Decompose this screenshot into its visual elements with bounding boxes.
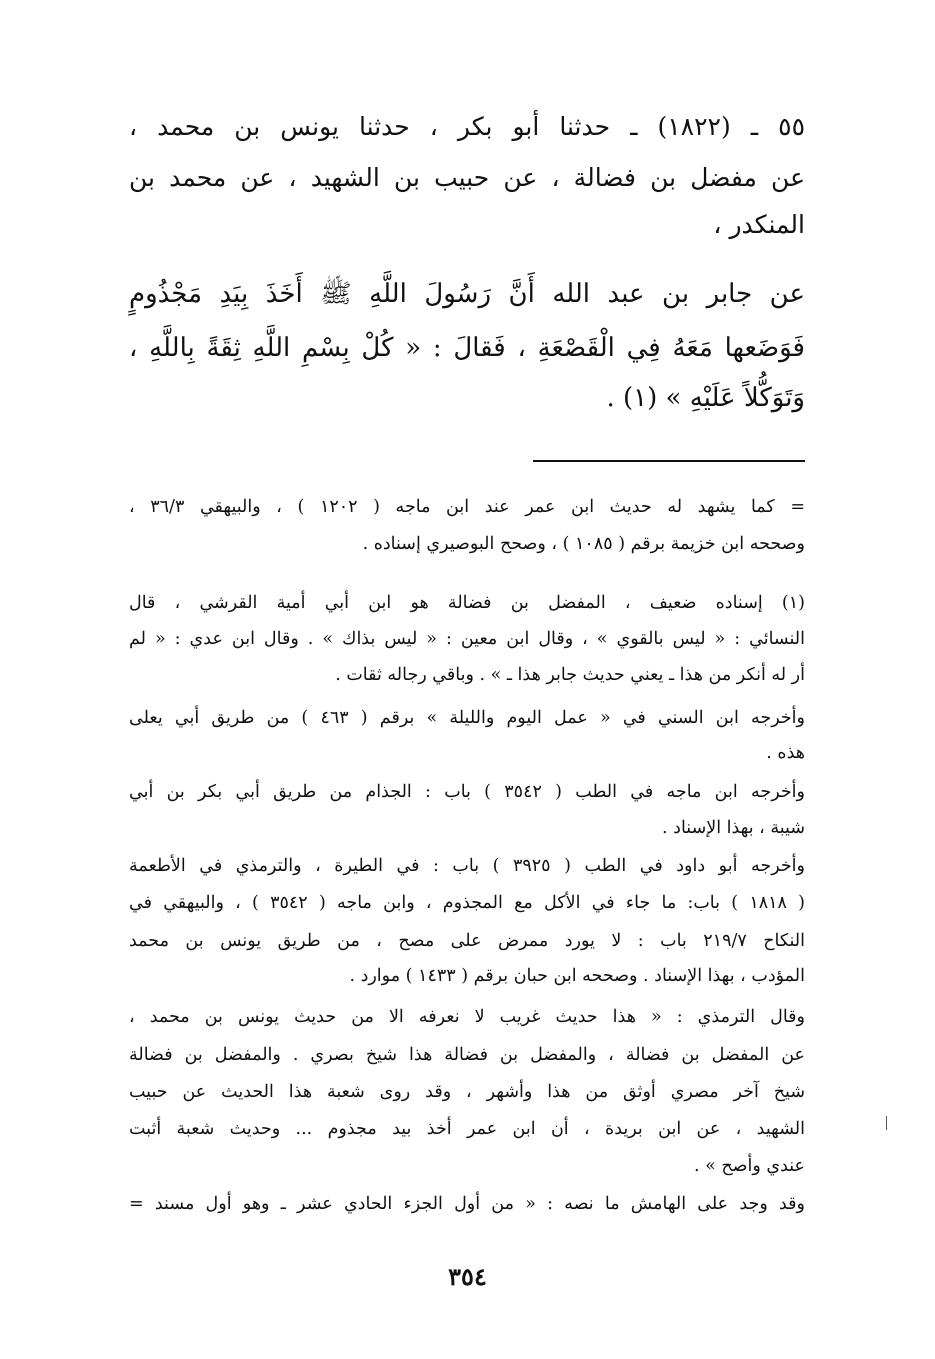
footnote-1-line-4: وأخرجه ابن السني في « عمل اليوم والليلة » برقم ( ٤٦٣ ) من طريق أبي يعلى (129, 708, 805, 728)
footnote-1-line-14: شيخ آخر مصري أوثق من هذا وأشهر ، وقد روى شعبة هذا الحديث عن حبيب (129, 1082, 805, 1102)
footnote-1-line-12: وقال الترمذي : « هذا حديث غريب لا نعرفه الا من حديث يونس بن محمد ، (129, 1007, 805, 1027)
page-number: ٣٥٤ (448, 1262, 487, 1291)
footnote-1-line-16: عندي وأصح » . (693, 1156, 805, 1176)
footnote-1-line-9: ( ١٨١٨ ) باب: ما جاء في الأكل مع المجذوم ، وابن ماجه ( ٣٥٤٢ ) ، والبيهقي في (129, 893, 806, 913)
footnote-1-line-2: النسائي : « ليس بالقوي » ، وقال ابن معين : « ليس بذاك » . وقال ابن عدي : « لم (129, 629, 805, 649)
hadith-line-2: فَوَضَعها مَعَهُ فِي الْقَصْعَةِ ، فَقالَ : « كُلْ بِسْمِ اللَّهِ ثِقَةً بِاللَّهِ ، (129, 333, 805, 363)
hadith-line-3: وَتَوَكُّلاً عَلَيْهِ » (١) . (606, 383, 805, 413)
footnote-1-line-8: وأخرجه أبو داود في الطب ( ٣٩٢٥ ) باب : في الطيرة ، والترمذي في الأطعمة (129, 856, 805, 876)
footnote-1-line-15: الشهيد ، عن ابن بريدة ، أن ابن عمر أخذ بيد مجذوم ... وحديث شعبة أثبت (129, 1119, 805, 1139)
footnote-continued-line-2: وصححه ابن خزيمة برقم ( ١٠٨٥ ) ، وصحح البوصيري إسناده . (362, 534, 805, 554)
footnote-continued-line-1: = كما يشهد له حديث ابن عمر عند ابن ماجه ( ١٢٠٢ ) ، والبيهقي ٣٦/٣ ، (129, 497, 805, 517)
footnote-1-line-13: عن المفضل بن فضالة ، والمفضل بن فضالة هذا شيخ بصري . والمفضل بن فضالة (129, 1045, 805, 1065)
chain-line-3: المنكدر ، (713, 210, 805, 239)
footnote-1-line-7: شيبة ، بهذا الإسناد . (662, 818, 805, 838)
footnote-1-line-5: هذه . (766, 743, 805, 763)
footnote-1-line-11: المؤدب ، بهذا الإسناد . وصححه ابن حبان برقم ( ١٤٣٣ ) موارد . (349, 966, 805, 986)
chain-line-2: عن مفضل بن فضالة ، عن حبيب بن الشهيد ، عن محمد بن (129, 163, 805, 192)
footnote-1-line-17: وقد وجد على الهامش ما نصه : « من أول الجزء الحادي عشر ـ وهو أول مسند = (129, 1194, 805, 1214)
footnote-separator (533, 460, 805, 462)
hadith-line-1: عن جابر بن عبد الله أَنَّ رَسُولَ اللَّهِ ﷺ أَخَذَ بِيَدِ مَجْذُومٍ (129, 279, 805, 309)
margin-mark (886, 1116, 887, 1130)
footnote-1-line-10: النكاح ٢١٩/٧ باب : لا يورد ممرض على مصح ، من طريق يونس بن محمد (129, 931, 805, 951)
footnote-1-line-6: وأخرجه ابن ماجه في الطب ( ٣٥٤٢ ) باب : الجذام من طريق أبي بكر بن أبي (129, 782, 805, 802)
footnote-1-line-1: (١) إسناده ضعيف ، المفضل بن فضالة هو ابن أبي أمية القرشي ، قال (129, 593, 805, 613)
footnote-1-line-3: أر له أنكر من هذا ـ يعني حديث جابر هذا ـ » . وباقي رجاله ثقات . (335, 665, 805, 685)
chain-line-1: ٥٥ ـ (١٨٢٢) ـ حدثنا أبو بكر ، حدثنا يونس بن محمد ، (129, 112, 805, 141)
